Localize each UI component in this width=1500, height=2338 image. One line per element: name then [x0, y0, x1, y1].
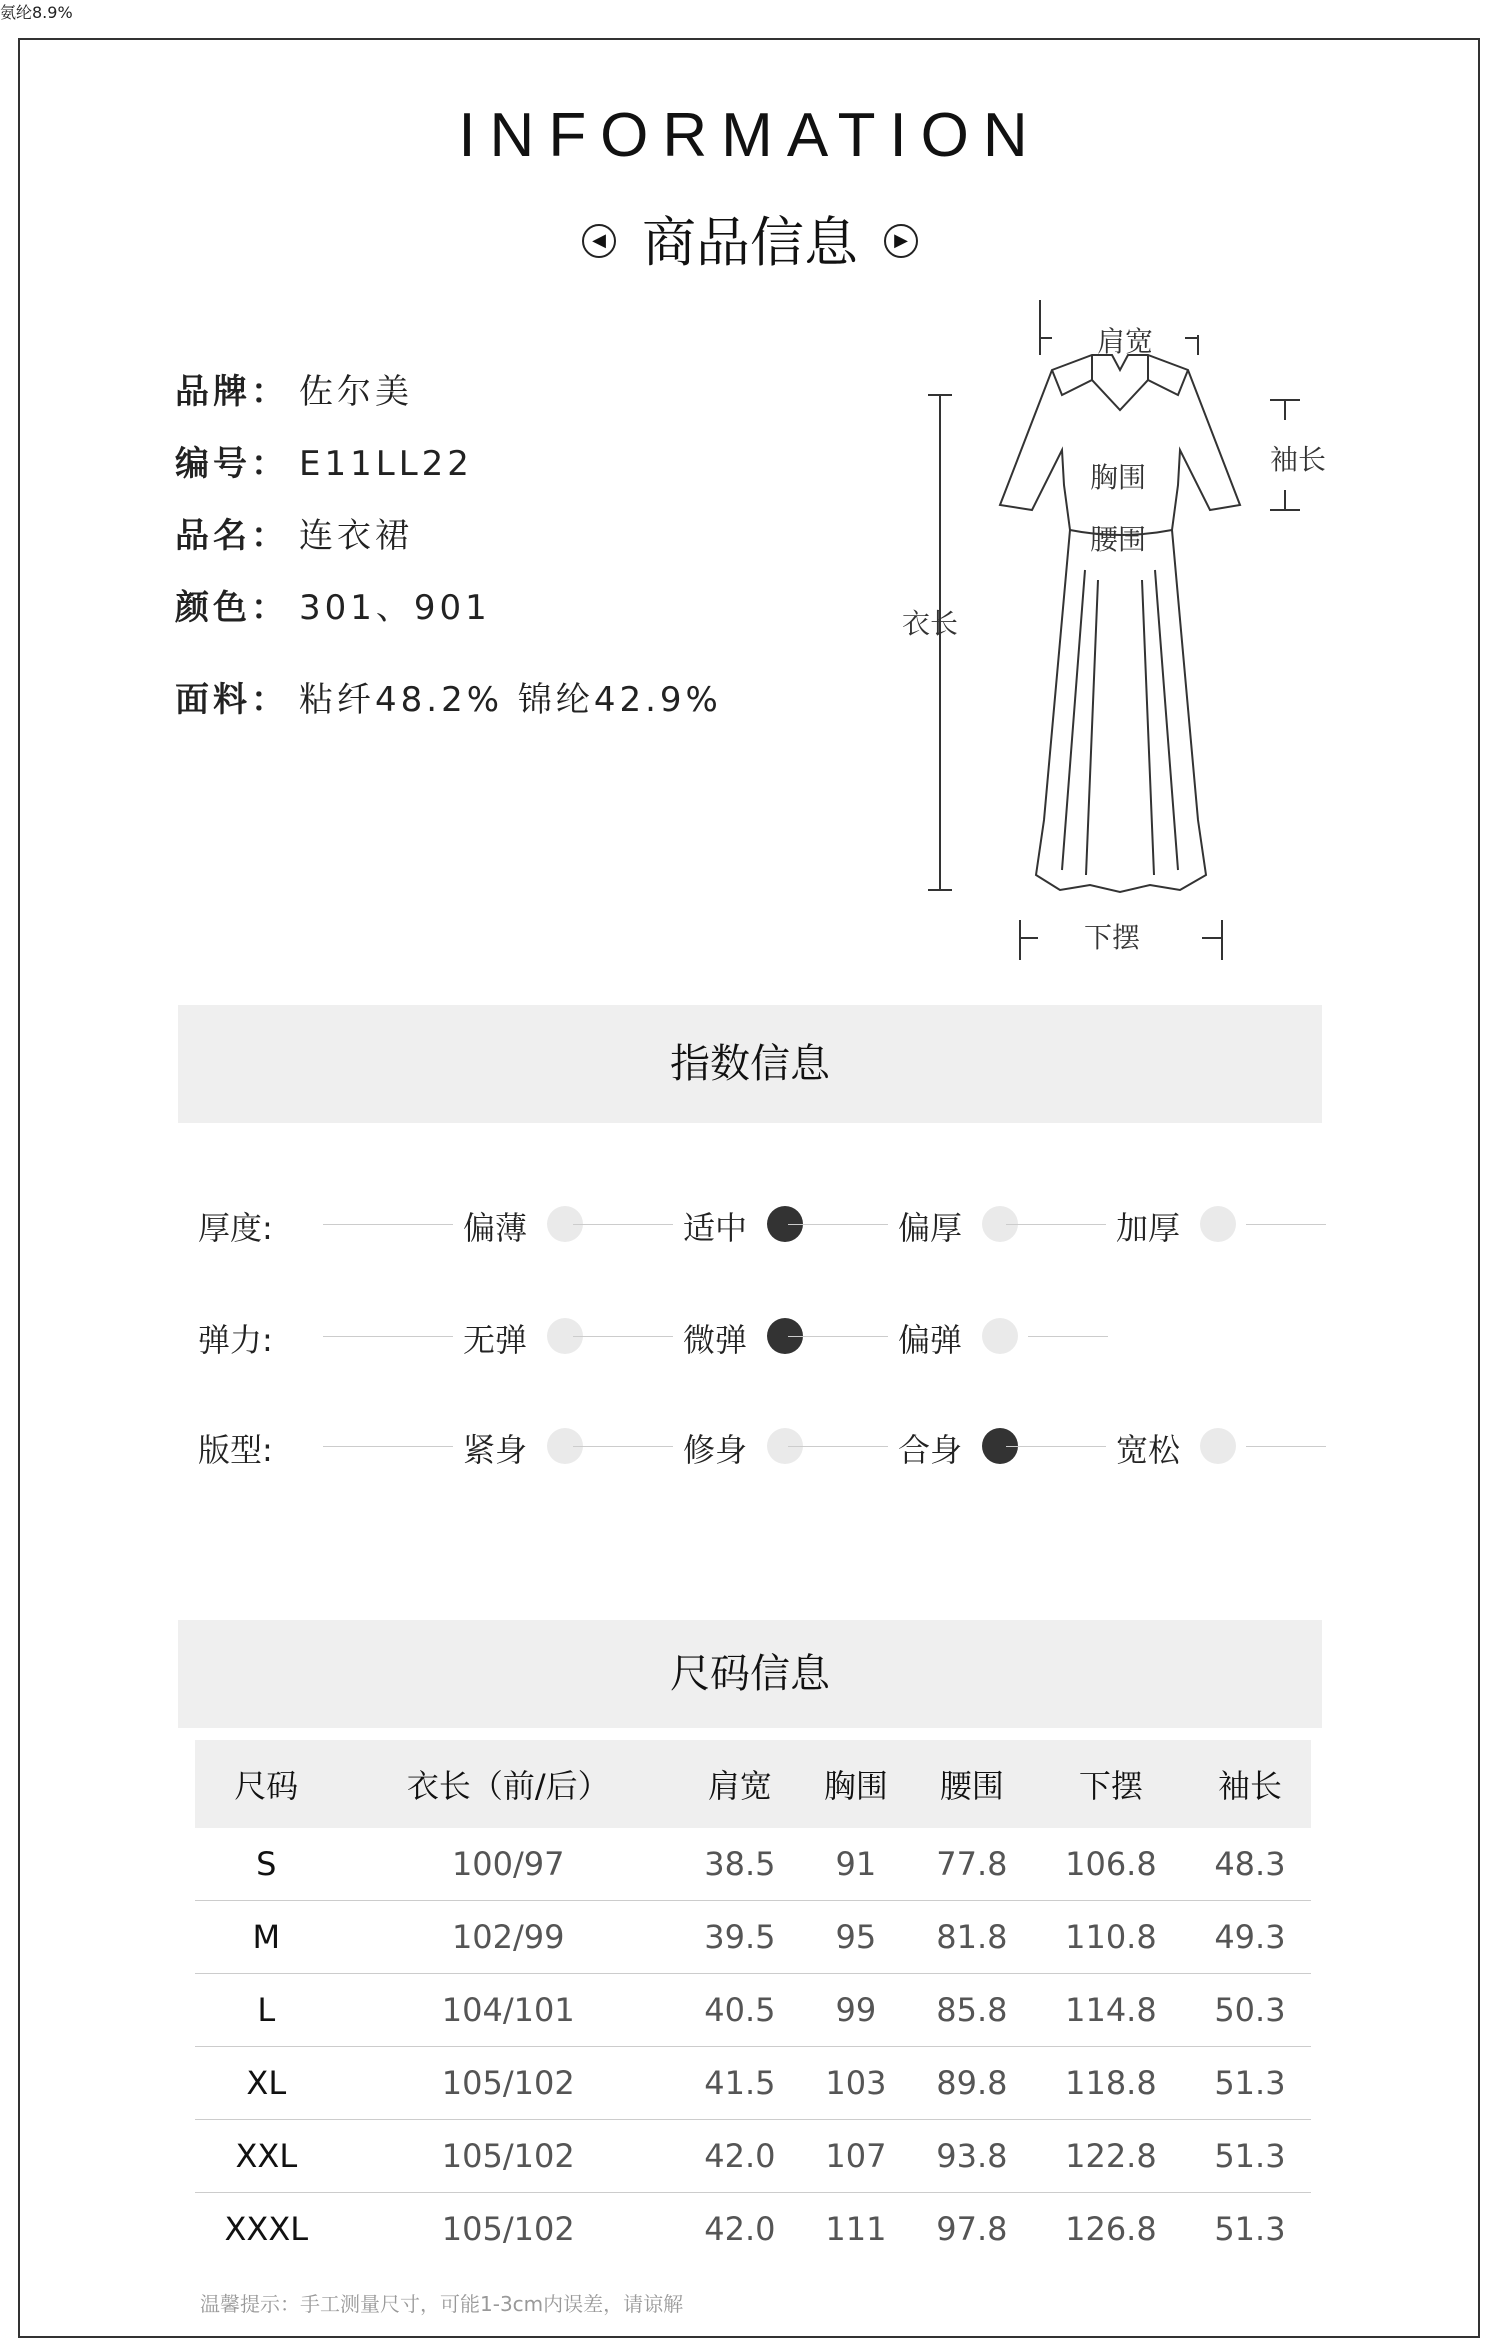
index-row: [198, 1305, 1328, 1365]
table-row: [195, 1974, 1311, 2047]
table-cell: 105/102: [441, 2210, 575, 2248]
table-cell: 100/97: [338, 1828, 679, 1901]
table-cell: 38.5: [679, 1828, 801, 1901]
title-chinese-text: 商品信息: [642, 211, 858, 274]
table-cell: 51.3: [1189, 2047, 1311, 2120]
brand-label: 品牌：: [175, 372, 289, 412]
color-value: 301、901: [299, 588, 491, 628]
table-row: [195, 2193, 1311, 2266]
table-row: [195, 1901, 1311, 1974]
index-row-label: 弹力:: [198, 1321, 273, 1359]
index-connector-line: [788, 1446, 888, 1447]
title-chinese: [0, 200, 1500, 277]
index-connector-line: [573, 1224, 673, 1225]
table-cell: 118.8: [1033, 2047, 1189, 2120]
table-cell: 106.8: [1033, 1828, 1189, 1901]
table-cell: 122.8: [1033, 2120, 1189, 2193]
table-cell: 114.8: [1033, 1974, 1189, 2047]
table-cell: 81.8: [911, 1901, 1033, 1974]
name-label: 品名：: [175, 516, 289, 556]
table-cell: 104/101: [338, 1974, 679, 2047]
table-row: [195, 1828, 1311, 1901]
index-dot: [1200, 1428, 1236, 1464]
index-option-label: 宽松: [1116, 1431, 1181, 1469]
table-cell: 111: [825, 2210, 887, 2248]
index-row: [198, 1193, 1328, 1253]
table-cell: XXXL: [224, 2210, 309, 2248]
fabric-value-line2: 氨纶8.9%: [0, 3, 73, 22]
index-connector-line: [788, 1224, 888, 1225]
table-cell: 103: [801, 2047, 911, 2120]
table-cell: 97.8: [936, 2210, 1008, 2248]
index-row-label: 厚度:: [198, 1209, 273, 1247]
index-option-label: 紧身: [463, 1431, 528, 1469]
size-column-header: 袖长: [1189, 1740, 1311, 1828]
index-option-label: 合身: [898, 1431, 963, 1469]
table-cell: 48.3: [1189, 1828, 1311, 1901]
index-connector-line: [323, 1224, 453, 1225]
table-row: [195, 2120, 1311, 2193]
sleeve-label: 袖长: [1270, 443, 1327, 476]
table-cell: 95: [801, 1901, 911, 1974]
index-option-label: 偏薄: [463, 1209, 528, 1247]
index-connector-line: [1246, 1446, 1326, 1447]
code-value: E11LL22: [299, 444, 473, 484]
size-column-header: 下摆: [1033, 1740, 1189, 1828]
brand-row: [175, 364, 413, 413]
code-row: [175, 436, 473, 485]
fabric-value-line1: 粘纤48.2% 锦纶42.9%: [299, 680, 722, 720]
index-connector-line: [788, 1336, 888, 1337]
table-cell: 105/102: [338, 2047, 679, 2120]
index-dot: [1200, 1206, 1236, 1242]
index-option-label: 加厚: [1116, 1209, 1181, 1247]
table-cell: 126.8: [1065, 2210, 1157, 2248]
table-cell: 99: [801, 1974, 911, 2047]
table-cell: 102/99: [338, 1901, 679, 1974]
table-cell: L: [195, 1974, 338, 2047]
table-cell: 85.8: [911, 1974, 1033, 2047]
table-cell: 40.5: [679, 1974, 801, 2047]
index-option-label: 偏弹: [898, 1321, 963, 1359]
color-label: 颜色：: [175, 588, 289, 628]
index-dot: [982, 1318, 1018, 1354]
waist-label: 腰围: [1090, 523, 1147, 556]
table-cell: XXL: [195, 2120, 338, 2193]
color-row: [175, 580, 491, 629]
table-cell: M: [195, 1901, 338, 1974]
index-option-label: 微弹: [683, 1321, 748, 1359]
name-row: [175, 508, 413, 557]
size-section-title: 尺码信息: [178, 1620, 1322, 1728]
index-connector-line: [573, 1446, 673, 1447]
index-option-label: 修身: [683, 1431, 748, 1469]
title-english: INFORMATION: [458, 101, 1042, 170]
table-cell: 77.8: [911, 1828, 1033, 1901]
left-arrow-icon: ◀: [582, 224, 616, 258]
index-option-label: 偏厚: [898, 1209, 963, 1247]
index-connector-line: [573, 1336, 673, 1337]
shoulder-label: 肩宽: [1097, 325, 1154, 358]
table-cell: 51.3: [1214, 2210, 1286, 2248]
right-arrow-icon: ▶: [884, 224, 918, 258]
index-section-title: 指数信息: [178, 1005, 1322, 1123]
size-table: [195, 1740, 1311, 2265]
brand-value: 佐尔美: [299, 372, 413, 412]
index-row: [198, 1415, 1328, 1475]
hem-label: 下摆: [1084, 921, 1141, 954]
size-column-header: 衣长（前/后）: [338, 1740, 679, 1828]
index-connector-line: [1006, 1446, 1106, 1447]
table-cell: 51.3: [1189, 2120, 1311, 2193]
index-connector-line: [323, 1446, 453, 1447]
size-column-header: 胸围: [801, 1740, 911, 1828]
fabric-label: 面料：: [175, 680, 289, 720]
size-column-header: 尺码: [195, 1740, 338, 1828]
table-row: [195, 2047, 1311, 2120]
table-cell: 89.8: [911, 2047, 1033, 2120]
index-option-label: 无弹: [463, 1321, 528, 1359]
index-connector-line: [1246, 1224, 1326, 1225]
size-column-header: 肩宽: [679, 1740, 801, 1828]
measurement-note: 温馨提示：手工测量尺寸，可能1-3cm内误差，请谅解: [200, 2292, 684, 2316]
table-cell: 42.0: [704, 2210, 776, 2248]
name-value: 连衣裙: [299, 516, 413, 556]
table-cell: 41.5: [679, 2047, 801, 2120]
table-cell: 49.3: [1189, 1901, 1311, 1974]
index-connector-line: [1028, 1336, 1108, 1337]
fabric-row: [175, 672, 722, 721]
table-cell: XL: [195, 2047, 338, 2120]
table-cell: 91: [801, 1828, 911, 1901]
table-cell: 50.3: [1189, 1974, 1311, 2047]
length-label: 衣长: [902, 607, 959, 640]
chest-label: 胸围: [1090, 461, 1147, 494]
table-cell: 93.8: [911, 2120, 1033, 2193]
code-label: 编号：: [175, 444, 289, 484]
table-cell: 42.0: [679, 2120, 801, 2193]
table-cell: 107: [801, 2120, 911, 2193]
table-cell: 110.8: [1033, 1901, 1189, 1974]
table-cell: 39.5: [679, 1901, 801, 1974]
size-table-body: [195, 1828, 1311, 2265]
table-cell: S: [195, 1828, 338, 1901]
table-cell: 105/102: [338, 2120, 679, 2193]
index-connector-line: [1006, 1224, 1106, 1225]
index-row-label: 版型:: [198, 1431, 273, 1469]
size-table-header: [195, 1740, 1311, 1828]
size-column-header: 腰围: [911, 1740, 1033, 1828]
index-option-label: 适中: [683, 1209, 748, 1247]
index-connector-line: [323, 1336, 453, 1337]
